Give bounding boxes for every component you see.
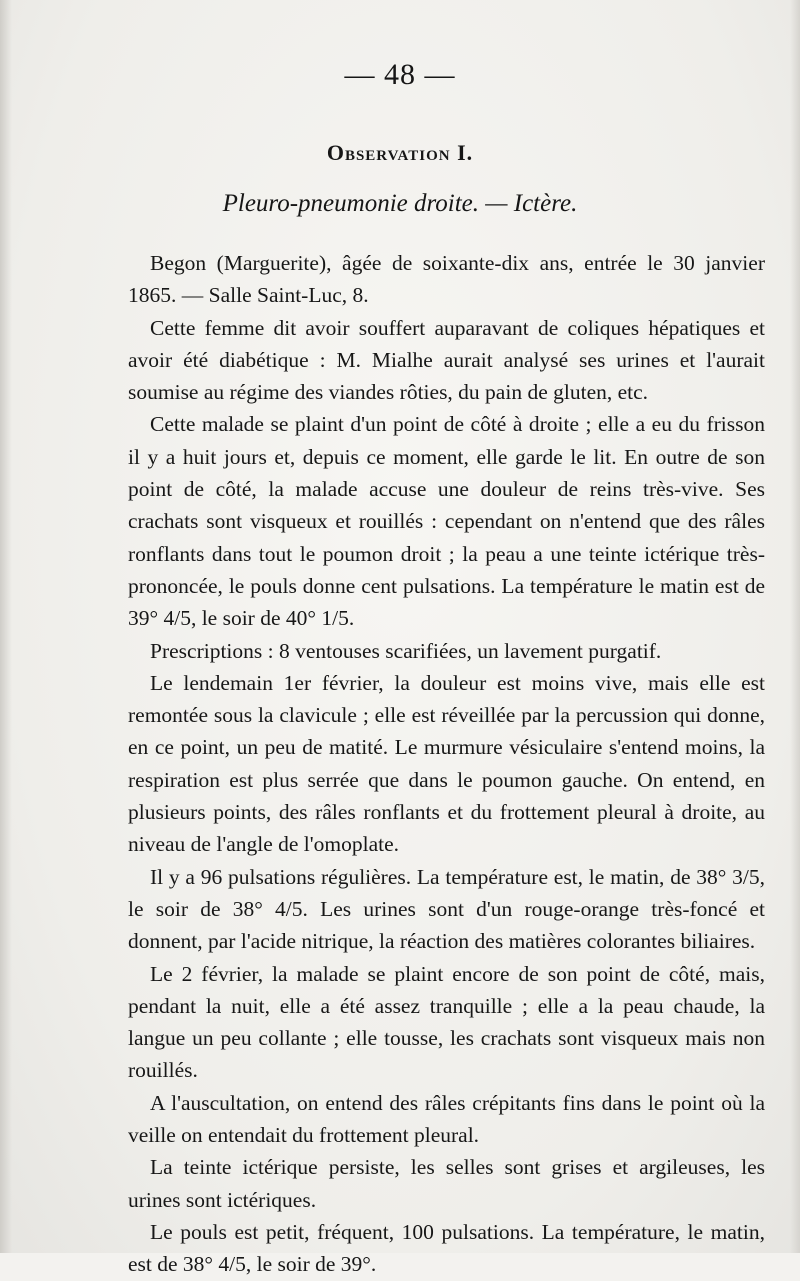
body-text bbox=[128, 247, 765, 1281]
paragraph-auscultation: A l'auscultation, on entend des râles crépitants fins dans le point où la veille on entendait du frottement pleural. bbox=[128, 1090, 765, 1148]
paragraph-prescriptions: Prescriptions : 8 ventouses scarifiées, un lavement purgatif. bbox=[150, 638, 662, 663]
paragraph-patient-admission: Begon (Marguerite), âgée de soixante-dix ans, entrée le 30 janvier 1865. — Salle Saint-Luc, 8. bbox=[128, 251, 765, 308]
observation-title: Observation I. bbox=[326, 140, 474, 165]
paragraph-symptoms: Cette malade se plaint d'un point de côté à droite ; elle a eu du frisson il y a huit jours et, depuis ce moment, elle garde le lit. En outre de son point de côté, la malade accuse une douleur de reins très-vive. Ses crachats sont visqueux et rouillés : cependant on n'entend que des râles ronflants dans tout le poumon droit ; la peau a une teinte ictérique très-prononcée, le pouls donne cent pulsations. La température le matin est de 39° 4/5, le soir de 40° 1/5. bbox=[128, 412, 765, 631]
paragraph-pulse-final: Le pouls est petit, fréquent, 100 pulsations. La température, le matin, est de 38° 4/5, le soir de 39°. bbox=[128, 1219, 765, 1277]
observation-subtitle: Pleuro-pneumonie droite. — Ictère. bbox=[222, 190, 578, 217]
page-edge-shadow-left bbox=[0, 0, 12, 1253]
page-edge-shadow-right bbox=[790, 0, 800, 1253]
paragraph-history: Cette femme dit avoir souffert auparavant de coliques hépatiques et avoir été diabétique : M. Mialhe aurait analysé ses urines et l'aurait soumise au régime des viandes rôties, du pain de gluten, etc. bbox=[128, 315, 765, 405]
paragraph-pulse-temperature: Il y a 96 pulsations régulières. La température est, le matin, de 38° 3/5, le soir de 38° 4/5. Les urines sont d'un rouge-orange très-foncé et donnent, par l'acide nitrique, la réaction des matières colorantes biliaires. bbox=[128, 864, 765, 954]
paragraph-february-2: Le 2 février, la malade se plaint encore de son point de côté, mais, pendant la nuit, elle a été assez tranquille ; elle a la peau chaude, la langue un peu collante ; elle tousse, les crachats sont visqueux mais non rouillés. bbox=[128, 961, 765, 1083]
paragraph-february-1: Le lendemain 1er février, la douleur est moins vive, mais elle est remontée sous la clavicule ; elle est réveillée par la percussion qui donne, en ce point, un peu de matité. Le murmure vésiculaire s'entend moins, la respiration est plus serrée que dans le poumon gauche. On entend, en plusieurs points, des râles ronflants et du frottement pleural à droite, au niveau de l'angle de l'omoplate. bbox=[128, 670, 765, 857]
paragraph-icterus: La teinte ictérique persiste, les selles sont grises et argileuses, les urines sont ictériques. bbox=[128, 1155, 765, 1212]
page-number: — 48 — bbox=[344, 58, 456, 91]
